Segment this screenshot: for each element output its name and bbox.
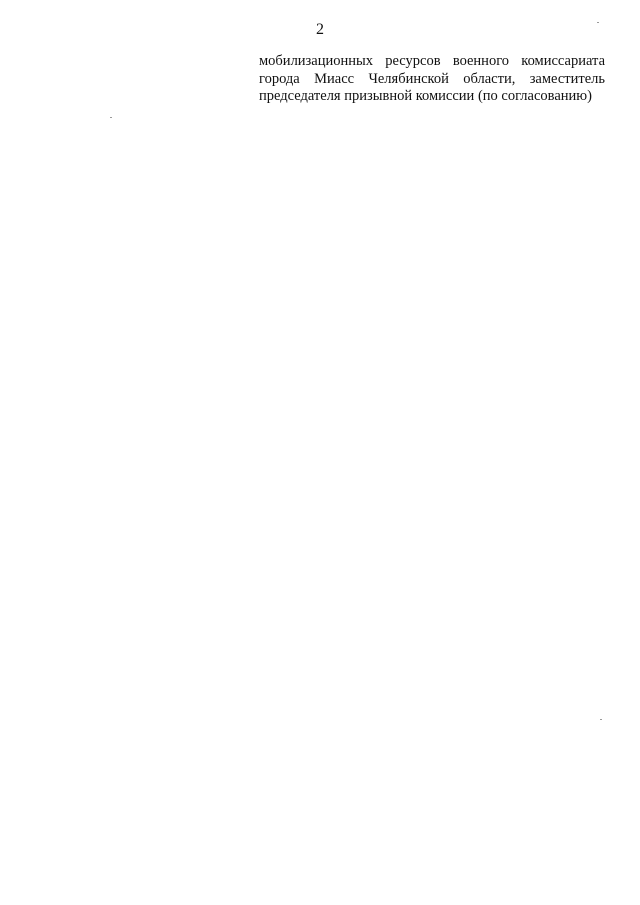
scan-speck xyxy=(600,719,602,720)
intro-continuation-text: мобилизационных ресурсов военного комиссариата города Миасс Челябинской области, заместитель председателя призывной комиссии (по согласованию) xyxy=(259,53,605,105)
scan-speck xyxy=(597,22,599,23)
page-number: 2 xyxy=(316,21,324,38)
scan-speck xyxy=(110,117,112,118)
